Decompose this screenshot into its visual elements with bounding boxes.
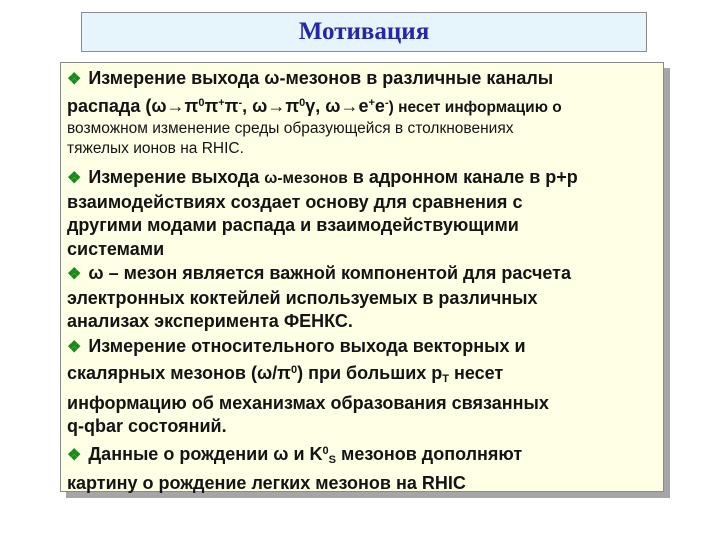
b3-line3: анализах эксперимента ФЕНКС. [67,311,353,331]
b3-line2: электронных коктейлей используемых в различных [67,287,538,308]
b3-line1: ω – мезон является важной компонентой для расчета [88,263,572,283]
diamond-bullet-icon: ❖ [67,266,82,283]
bullet-item-1: ❖ Измерение выхода ω-мезонов в различные каналы распада ($\omega\to\pi^0\pi^+\pi^-$, $\omega\to\pi^0\gamma$, ω→e+e-) несет информацию о возможном изменение среды образующейся в столкновениях тяжелых ионов на RHIC. [67,67,659,159]
b4-line3: информацию об механизмах образования связанных [67,392,549,413]
b5-line2: картину о рождение легких мезонов на RHIC [67,473,466,493]
content-box [60,62,664,492]
b1-line1: Измерение выхода ω-мезонов в различные каналы [88,68,554,88]
b2-line3: другими модами распада и взаимодействующими [67,215,519,235]
b1-line3: возможном изменение среды образующейся в столкновениях [67,120,514,137]
bullet-item-3 [67,262,659,334]
b4-line4: q-qbar состояний. [67,416,227,436]
slide-title: Мотивация [298,18,430,45]
bullet-item-5: ❖ Данные о рождении ω и $K^0_S$ мезонов дополняют картину о рождение легких мезонов на RHIC [67,440,659,496]
arrow-icon: → [340,95,359,116]
arrow-icon: → [166,95,185,116]
title-box [81,12,647,52]
b1-line4: тяжелых ионов на RHIC. [67,140,244,157]
diamond-bullet-icon: ❖ [67,71,82,88]
arrow-icon: → [267,95,286,116]
diamond-bullet-icon: ❖ [67,338,82,356]
b2-line2: взаимодействиях создает основу для сравнения с [67,191,523,212]
b4-line1: Измерение относительного выхода векторных и [88,335,526,356]
b2-line4: системами [67,238,165,259]
diamond-bullet-icon: ❖ [67,170,82,187]
bullet-item-2: ❖ Измерение выхода ω-мезонов в адронном канале в p+p взаимодействиях создает основу для сравнения с другими модами распада и взаимодействующими системами [67,166,659,261]
bullet-item-4: ❖ Измерение относительного выхода векторных и скалярных мезонов $(\omega/\pi^0)$ при больших $p_T$ несет информацию об механизмах образования связанных q-qbar состояний. [67,335,659,439]
diamond-bullet-icon: ❖ [67,446,82,464]
